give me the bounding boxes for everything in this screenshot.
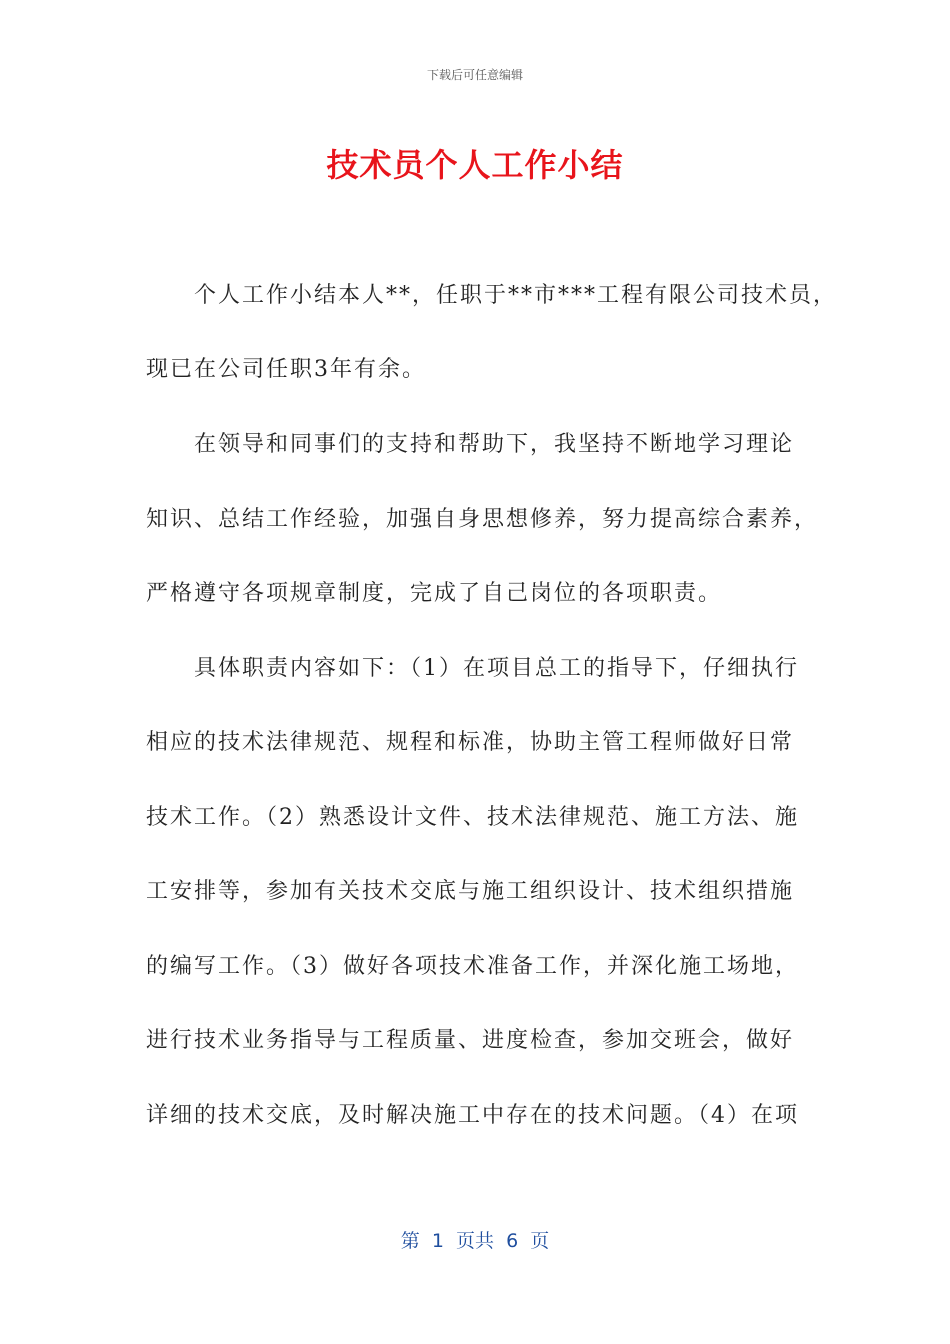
paragraph-line: 进行技术业务指导与工程质量、进度检查，参加交班会，做好 bbox=[146, 1028, 795, 1053]
paragraph-line: 技术工作。（2）熟悉设计文件、技术法律规范、施工方法、施 bbox=[146, 805, 799, 830]
document-title: 技术员个人工作小结 bbox=[326, 146, 624, 184]
paragraph-line: 工安排等，参加有关技术交底与施工组织设计、技术组织措施 bbox=[146, 879, 795, 904]
paragraph-line: 的编写工作。（3）做好各项技术准备工作，并深化施工场地， bbox=[146, 954, 799, 979]
paragraph-line: 详细的技术交底，及时解决施工中存在的技术问题。（4）在项 bbox=[146, 1103, 799, 1128]
paragraph-line: 个人工作小结本人**，任职于**市***工程有限公司技术员， bbox=[194, 283, 838, 308]
page-number: 第 1 页共 6 页 bbox=[400, 1230, 550, 1252]
paragraph-line: 在领导和同事们的支持和帮助下，我坚持不断地学习理论 bbox=[194, 432, 795, 457]
paragraph-line: 严格遵守各项规章制度，完成了自己岗位的各项职责。 bbox=[146, 581, 723, 606]
paragraph-line: 现已在公司任职3年有余。 bbox=[146, 357, 426, 382]
paragraph-line: 知识、总结工作经验，加强自身思想修养，努力提高综合素养， bbox=[146, 507, 819, 532]
paragraph-line: 具体职责内容如下：（1）在项目总工的指导下，仔细执行 bbox=[194, 656, 799, 681]
paragraph-line: 相应的技术法律规范、规程和标准，协助主管工程师做好日常 bbox=[146, 730, 795, 755]
header-note: 下载后可任意编辑 bbox=[426, 68, 523, 82]
